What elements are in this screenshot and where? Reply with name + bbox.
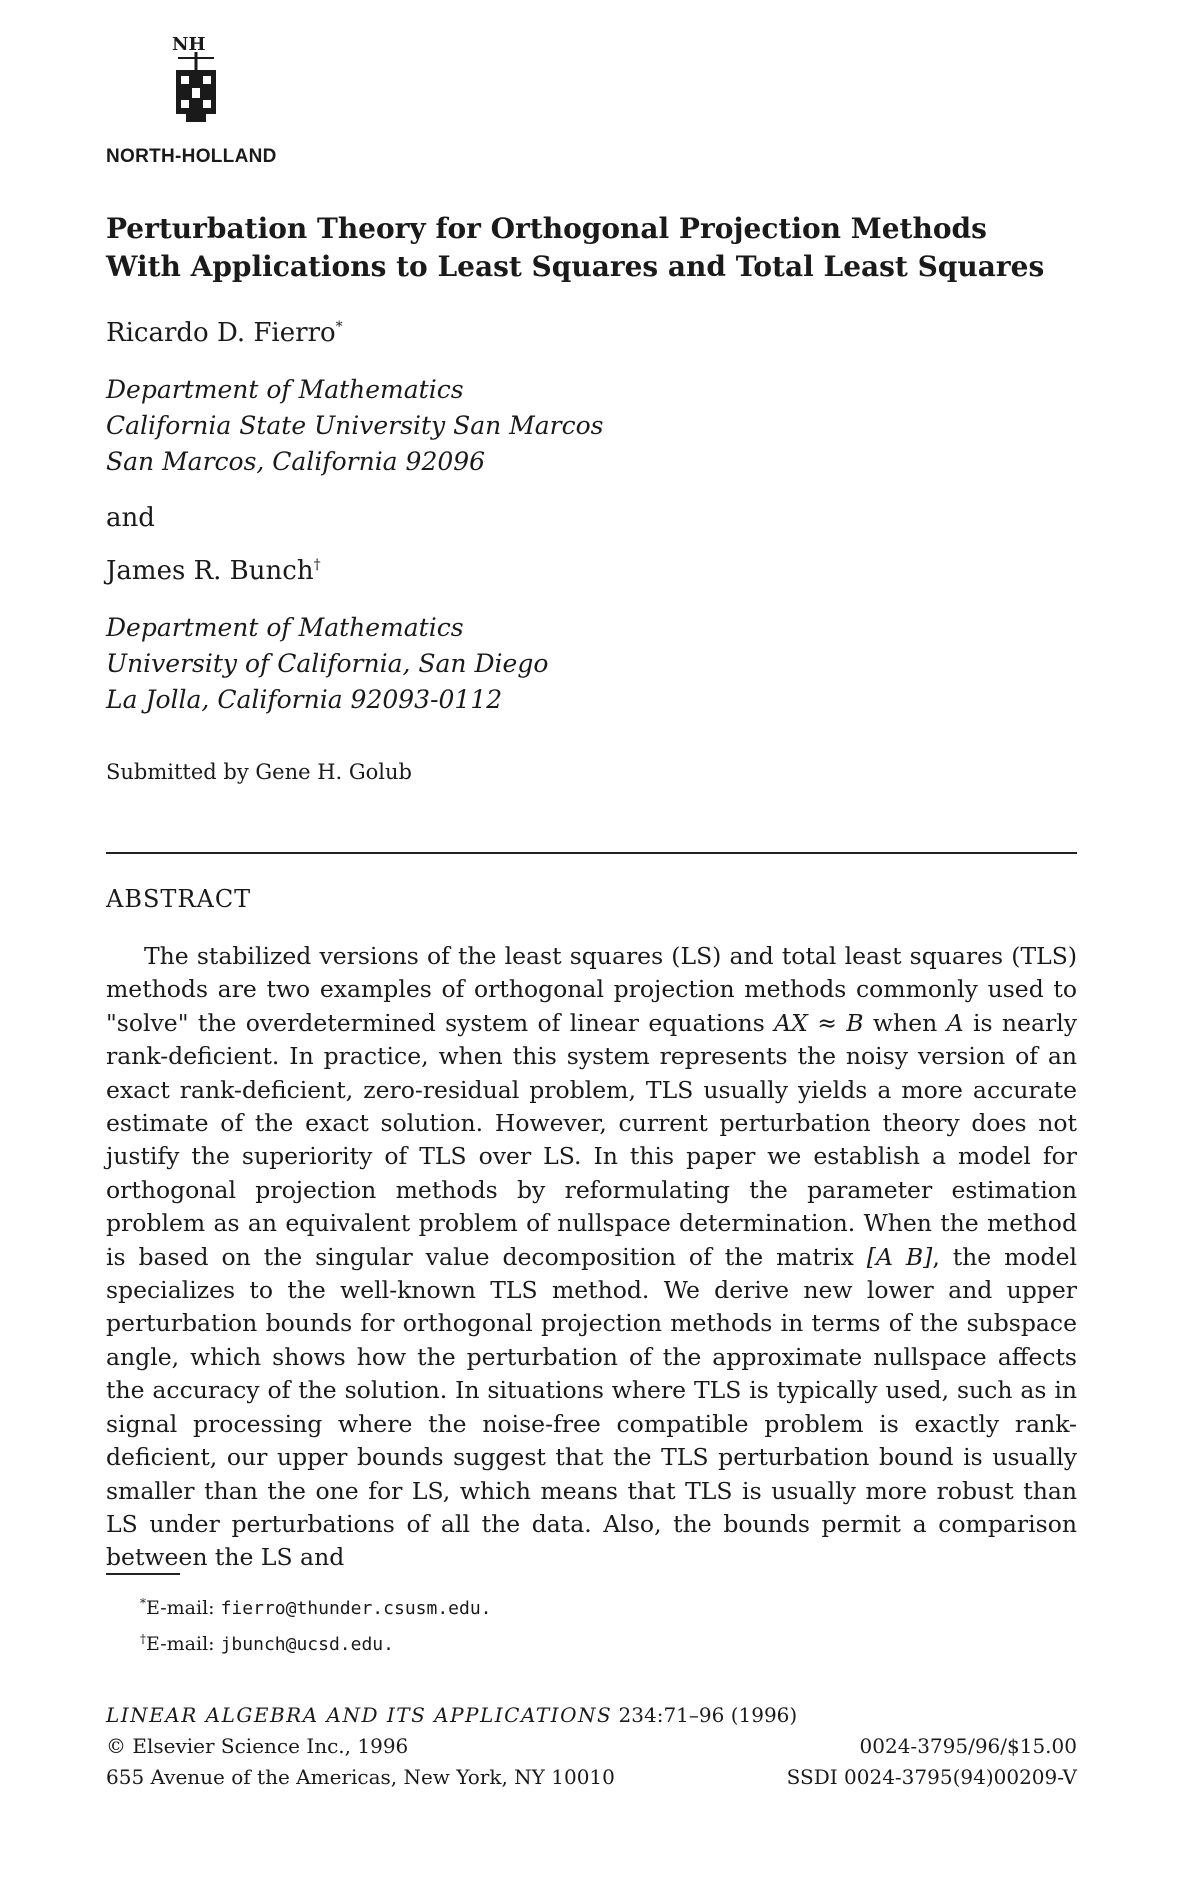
author-2-footnote-mark: † — [313, 557, 321, 573]
title-line-2: With Applications to Least Squares and Total Least Squares — [106, 250, 1045, 283]
svg-text:NH: NH — [172, 34, 206, 55]
section-divider — [106, 852, 1077, 854]
equation-matrix-a-b: [A B] — [866, 1242, 933, 1271]
affiliation-line: La Jolla, California 92093-0112 — [106, 685, 503, 714]
north-holland-tree-logo-icon — [166, 30, 226, 130]
footnotes — [140, 1588, 492, 1660]
ssdi-code: SSDI 0024-3795(94)00209-V — [786, 1765, 1077, 1789]
footnote-1: *E-mail: fierro@thunder.csusm.edu. — [140, 1596, 492, 1619]
author-1-affiliation — [106, 372, 604, 480]
journal-name: LINEAR ALGEBRA AND ITS APPLICATIONS — [106, 1703, 613, 1727]
equation-a: A — [946, 1008, 964, 1037]
volume-pages: 234:71–96 (1996) — [612, 1703, 798, 1727]
address-row — [106, 1762, 1077, 1793]
abstract-body: The stabilized versions of the least squares (LS) and total least squares (TLS) methods are two examples of orthogonal projection methods commonly used to "solve" the overdetermined system of linear equations AX ≈ B when A is nearly rank-deficient. In practice, when this system represents the noisy version of an exact rank-deficient, zero-residual problem, TLS usually yields a more accurate estimate of the exact solution. However, current perturbation theory does not justify the superiority of TLS over LS. In this paper we establish a model for orthogonal projection methods by reformulating the parameter estimation problem as an equivalent problem of nullspace determination. When the method is based on the singular value decomposition of the matrix [A B], the model specializes to the well-known TLS method. We derive new lower and upper perturbation bounds for orthogonal projection methods in terms of the subspace angle, which shows how the perturbation of the approximate nullspace affects the accuracy of the solution. In situations where TLS is typically used, such as in signal processing where the noise-free compatible problem is exactly rank-deficient, our upper bounds suggest that the TLS perturbation bound is usually smaller than the one for LS, which means that TLS is usually more robust than LS under perturbations of all the data. Also, the bounds permit a comparison between the LS and — [106, 942, 1078, 1572]
author-1-footnote-mark: * — [335, 319, 343, 335]
affiliation-line: Department of Mathematics — [106, 613, 464, 642]
copyright-text: © Elsevier Science Inc., 1996 — [106, 1734, 409, 1758]
author-conjunction: and — [106, 503, 155, 533]
affiliation-line: Department of Mathematics — [106, 375, 464, 404]
author-1-name: Ricardo D. Fierro* — [106, 318, 343, 348]
footnote-divider — [106, 1573, 180, 1575]
author-2-affiliation — [106, 610, 548, 718]
affiliation-line: California State University San Marcos — [106, 411, 604, 440]
publisher-name: NORTH-HOLLAND — [106, 146, 277, 167]
affiliation-line: San Marcos, California 92096 — [106, 447, 486, 476]
footnote-2-email: jbunch@ucsd.edu. — [220, 1634, 394, 1655]
paper-title — [106, 210, 1106, 286]
journal-citation — [106, 1700, 1077, 1731]
publisher-logo — [106, 30, 296, 168]
equation-ax-approx-b: AX ≈ B — [774, 1008, 864, 1037]
copyright-row — [106, 1731, 1077, 1762]
abstract-heading: ABSTRACT — [106, 885, 252, 913]
publisher-address: 655 Avenue of the Americas, New York, NY 10010 — [106, 1765, 615, 1789]
footnote-1-email: fierro@thunder.csusm.edu. — [220, 1598, 492, 1619]
title-line-1: Perturbation Theory for Orthogonal Projection Methods — [106, 212, 987, 245]
price-code: 0024-3795/96/$15.00 — [859, 1734, 1077, 1758]
submitted-by: Submitted by Gene H. Golub — [106, 760, 412, 784]
footnote-2: †E-mail: jbunch@ucsd.edu. — [140, 1632, 394, 1655]
bibliographic-info — [106, 1700, 1077, 1793]
affiliation-line: University of California, San Diego — [106, 649, 549, 678]
author-2-name: James R. Bunch† — [106, 556, 321, 586]
